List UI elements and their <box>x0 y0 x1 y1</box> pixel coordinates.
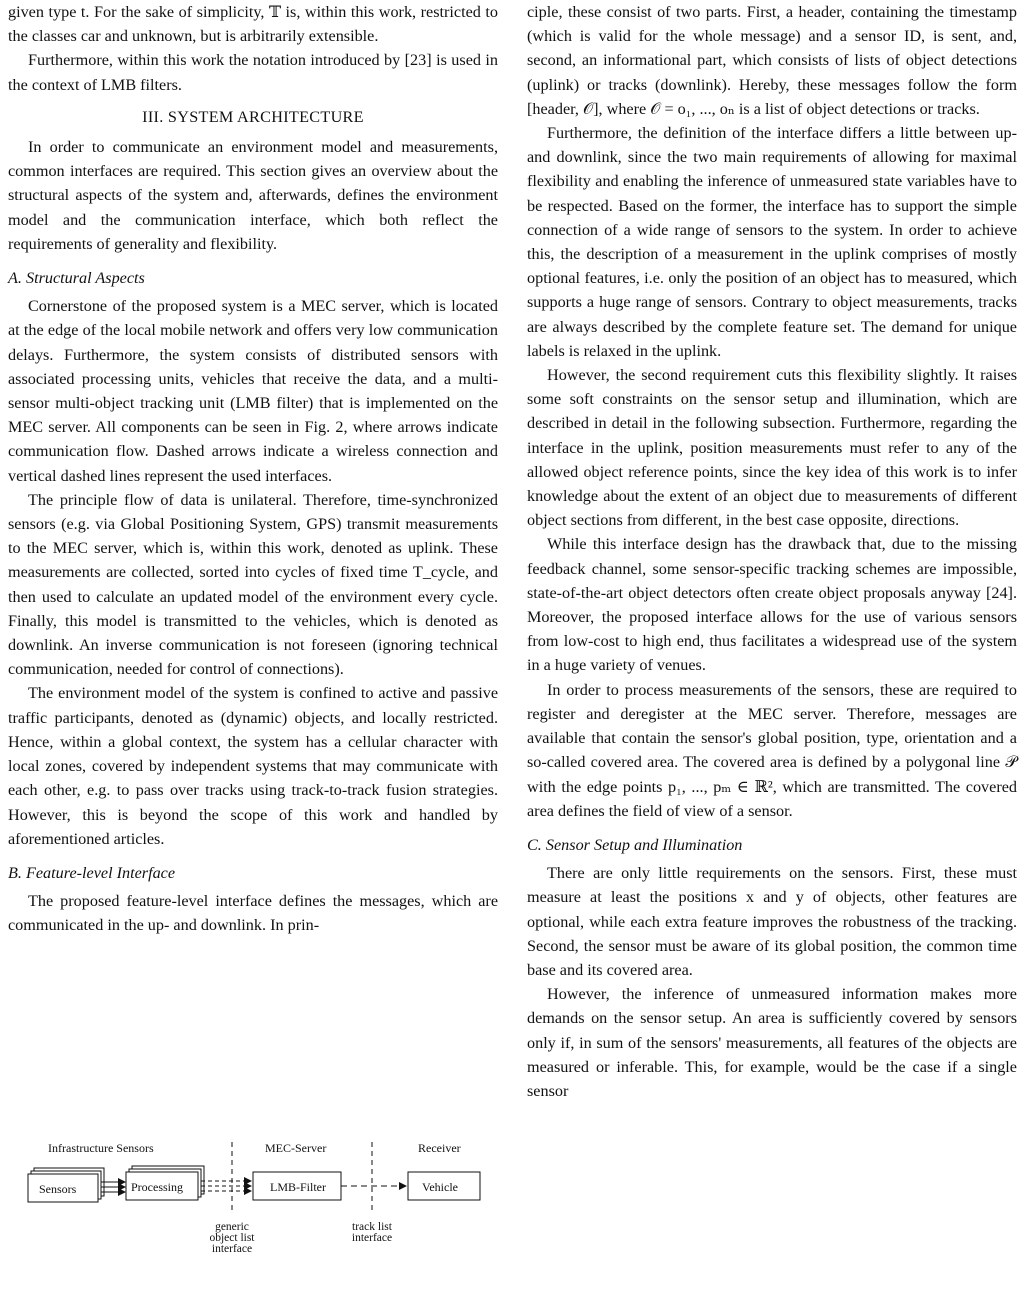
paragraph: In order to communicate an environment model and measurements, common interfaces are required. This section gives an overview about the structural aspects of the system and, afterwards, defines the environment model and the communication interface, which both reflect the requirements of generality and flexibility. <box>8 138 498 253</box>
paragraph: Cornerstone of the proposed system is a MEC server, which is located at the edge of the local mobile network and offers very low communication delays. Furthermore, the system consists of distributed sensors with associated processing units, vehicles that receive the data, and a multi-sensor multi-object tracking unit (LMB filter) that is implemented on the MEC server. All components can be seen in Fig. 2, where arrows indicate communication flow. Dashed arrows indicate a wireless connection and vertical dashed lines represent the used interfaces. <box>8 297 498 485</box>
interface-label-line: interface <box>351 1232 393 1244</box>
interface-label-line: track list <box>352 1221 392 1233</box>
sensors-label: Sensors <box>39 1182 77 1196</box>
paragraph: However, the second requirement cuts this flexibility slightly. It raises some soft constraints on the sensor setup and illumination, which are described in detail in the following subsection. Furthermore, regarding the interface in the uplink, position measurements must refer to any of the allowed object reference points, since the key idea of this work is to infer knowledge about the extent of an object due to measurements of different object sections from different, in the best case opposite, directions. <box>527 366 1017 530</box>
paragraph: However, the inference of unmeasured information makes more demands on the sensor setup. An area is sufficiently covered by sensors only if, in sum of the sensors' measurements, all features of the objects are measured or inferable. This, for example, would be the case if a single sensor <box>527 985 1017 1100</box>
paragraph: In order to process measurements of the sensors, these are required to register and deregister at the MEC server. Therefore, messages are available that contain the sensor's global position, type, orientation and a so-called covered area. The covered area is defined by a polygonal line 𝒫 with the edge points p₁, ..., pₘ ∈ ℝ², which are transmitted. The covered area defines the field of view of a sensor. <box>527 680 1017 820</box>
left-column <box>8 0 498 938</box>
interface-label-line: generic <box>215 1221 249 1233</box>
right-column <box>527 0 1017 1103</box>
paragraph: given type t. For the sake of simplicity, 𝕋 is, within this work, restricted to the classes car and unknown, but is arbitrarily extensible. <box>8 3 498 46</box>
architecture-diagram <box>8 1138 498 1288</box>
paragraph: Furthermore, within this work the notation introduced by [23] is used in the context of LMB filters. <box>8 51 498 94</box>
paragraph: While this interface design has the drawback that, due to the missing feedback channel, some sensor-specific tracking schemes are impossible, state-of-the-art object detectors often create object proposals anyway [24]. Moreover, the proposed interface allows for the use of various sensors from low-cost to high end, thus facilitates a widespread use of the system in a huge variety of venues. <box>527 535 1017 675</box>
group-label-infrastructure: Infrastructure Sensors <box>48 1141 154 1155</box>
lmb-filter-label: LMB-Filter <box>270 1180 326 1194</box>
paragraph: The proposed feature-level interface defines the messages, which are communicated in the up- and downlink. In prin- <box>8 892 498 935</box>
paragraph: The environment model of the system is confined to active and passive traffic participants, denoted as (dynamic) objects, and locally restricted. Hence, within a global context, the system has a cellular character with local zones, covered by independent systems that may communicate with each other, e.g. to pass over tracks using track-to-track fusion strategies. However, this is beyond the scope of this work and handled by aforementioned articles. <box>8 684 498 848</box>
processing-label: Processing <box>131 1180 183 1194</box>
system-architecture-figure <box>8 1138 498 1288</box>
subsection-heading: B. Feature-level Interface <box>8 863 176 882</box>
paragraph: There are only little requirements on the sensors. First, these must measure at least the positions x and y of objects, other features are optional, while each extra feature improves the robustness of the tracking. Second, the sensor must be aware of its global position, the common time base and its covered area. <box>527 864 1017 979</box>
interface-label-line: interface <box>211 1243 253 1255</box>
paragraph: ciple, these consist of two parts. First, a header, containing the timestamp (which is valid for the whole message) and a sensor ID, is sent, and, second, an informational part, which consists of lists of object detections (uplink) or tracks (downlink). Hereby, these messages follow the form [header, 𝒪], where 𝒪 = o₁, ..., oₙ is a list of object detections or tracks. <box>527 3 1017 118</box>
vehicle-label: Vehicle <box>422 1180 458 1194</box>
subsection-heading: A. Structural Aspects <box>8 269 145 288</box>
group-label-receiver: Receiver <box>418 1141 461 1155</box>
group-label-mec: MEC-Server <box>265 1141 327 1155</box>
subsection-heading: C. Sensor Setup and Illumination <box>527 835 743 854</box>
interface-label-line: object list <box>209 1232 255 1244</box>
section-heading: III. SYSTEM ARCHITECTURE <box>142 107 364 126</box>
paragraph: Furthermore, the definition of the interface differs a little between up- and downlink, since the two main requirements of allowing for maximal flexibility and enabling the inference of unmeasured state variables have to be respected. Based on the former, the interface has to support the simple connection of a wide range of sensors to the system. In order to achieve this, the description of a measurement in the uplink comprises of mostly optional features, i.e. only the position of an object has to measured, which supports a huge range of sensors. Contrary to object measurements, tracks are always described by the complete feature set. The demand for unique labels is relaxed in the uplink. <box>527 124 1017 360</box>
paragraph: The principle flow of data is unilateral. Therefore, time-synchronized sensors (e.g. via Global Positioning System, GPS) transmit measurements to the MEC server, which is, within this work, denoted as uplink. These measurements are collected, sorted into cycles of fixed time T_cycle, and then used to calculate an updated model of the environment every cycle. Finally, this model is transmitted to the vehicles, which is denoted as downlink. An inverse communication is not foreseen (ignoring technical communication, needed for control of connections). <box>8 490 498 679</box>
